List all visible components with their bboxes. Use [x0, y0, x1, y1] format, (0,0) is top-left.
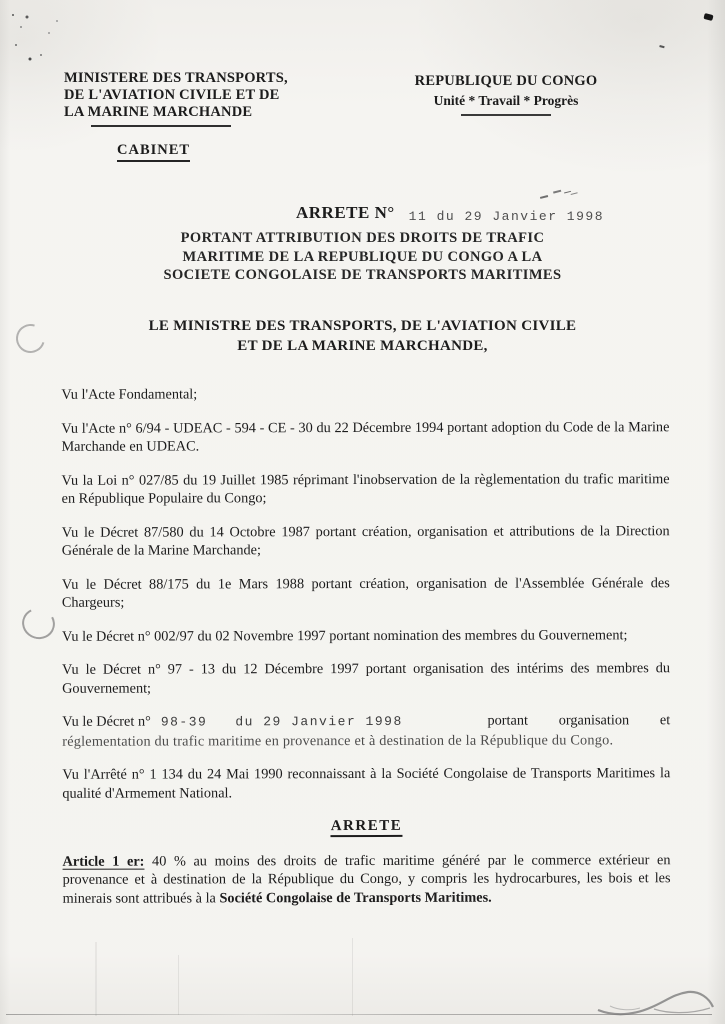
- typed-decree-line2: réglementation du trafic maritime en provenance et à destination de la République du Congo.: [62, 731, 614, 750]
- republic-motto: Unité * Travail * Progrès: [433, 93, 579, 108]
- article-1-bold-tail: Société Congolaise de Transports Maritimes.: [219, 889, 492, 906]
- scan-streak: [178, 955, 179, 1015]
- ministry-line: DE L'AVIATION CIVILE ET DE: [64, 87, 280, 103]
- decree-title-line: [0, 203, 725, 223]
- typed-decree-tail: portant organisation et: [487, 712, 671, 729]
- scan-squiggle-bottom-right: [596, 984, 716, 1020]
- cabinet-label: CABINET: [117, 142, 190, 162]
- minister-heading-line: ET DE LA MARINE MARCHANDE,: [237, 337, 488, 354]
- arrete-heading-text: ARRETE: [331, 818, 403, 837]
- scan-streak: [352, 938, 353, 1016]
- ministry-line: LA MARINE MARCHANDE: [64, 104, 253, 120]
- hole-punch-ring-lower: [18, 604, 59, 644]
- decree-number-label: ARRETE N°: [295, 203, 395, 222]
- typed-decree-date: du 29 Janvier 1998: [235, 713, 403, 730]
- vu-arrete-clause: Vu l'Arrêté n° 1 134 du 24 Mai 1990 reconnaissant à la Société Congolaise de Transports Maritimes la qualité d'Armement National.: [62, 765, 671, 802]
- decree-subtitle-line: MARITIME DE LA REPUBLIQUE DU CONGO A LA: [182, 248, 543, 265]
- ministry-line: MINISTERE DES TRANSPORTS,: [64, 70, 288, 86]
- decree-typed-number-date: 11 du 29 Janvier 1998: [408, 209, 604, 224]
- scan-speckles-top-left: [12, 14, 14, 16]
- arrete-heading: [62, 816, 670, 836]
- article-1-body: 40 % au moins des droits de trafic maritime généré par le commerce extérieur en provenance et à destination de la République du Congo, y compris les hydrocarbures, les bois et les minerais sont attribués à la: [62, 851, 671, 907]
- typed-decree-number: 98-39: [160, 714, 208, 730]
- ministry-letterhead: [64, 70, 288, 127]
- scan-streak: [95, 942, 97, 1016]
- decree-subtitle-line: PORTANT ATTRIBUTION DES DROITS DE TRAFIC: [180, 230, 545, 246]
- vu-clause-typed-decree: [62, 711, 670, 751]
- scan-edge-shadow-right: [707, 0, 725, 1024]
- vu-clause: Vu la Loi n° 027/85 du 19 Juillet 1985 réprimant l'inobservation de la règlementation du trafic maritime en République Populaire du Congo;: [61, 470, 670, 507]
- republic-title: REPUBLIQUE DU CONGO: [414, 73, 598, 89]
- vu-clause: Vu le Décret n° 002/97 du 02 Novembre 1997 portant nomination des membres du Gouvernement;: [61, 626, 628, 645]
- vu-clause: Vu l'Acte Fondamental;: [61, 386, 198, 403]
- minister-heading-line: LE MINISTRE DES TRANSPORTS, DE L'AVIATION CIVILE: [148, 318, 577, 334]
- vu-clause: Vu le Décret 88/175 du 1e Mars 1988 portant création, organisation de l'Assemblée Générale des Chargeurs;: [61, 574, 670, 611]
- motto-underline-rule: [461, 114, 551, 116]
- pen-scribble-above-date: [540, 195, 548, 198]
- republic-letterhead: [398, 73, 614, 116]
- ministry-underline-rule: [91, 125, 231, 127]
- vu-clause: Vu le Décret 87/580 du 14 Octobre 1987 portant création, organisation et attributions de la Direction Générale de la Marine Marchande;: [61, 522, 670, 559]
- decree-subtitle-line: SOCIETE CONGOLAISE DE TRANSPORTS MARITIMES: [163, 267, 562, 283]
- typed-decree-line1: [62, 711, 670, 732]
- decree-body: [61, 384, 670, 923]
- article-1-label: Article 1 er:: [62, 853, 145, 870]
- minister-heading: [0, 317, 725, 356]
- vu-clause: Vu le Décret n° 97 - 13 du 12 Décembre 1997 portant organisation des intérims des membres du Gouvernement;: [62, 660, 671, 697]
- decree-subtitle: [0, 229, 725, 285]
- article-1-paragraph: [63, 851, 671, 908]
- scan-edge-shadow-left: [0, 0, 10, 1024]
- vu-clause: Vu l'Acte n° 6/94 - UDEAC - 594 - CE - 30 du 22 Décembre 1994 portant adoption du Code de la Marine Marchande en UDEAC.: [61, 418, 670, 455]
- typed-decree-prefix: Vu le Décret n°: [62, 713, 151, 730]
